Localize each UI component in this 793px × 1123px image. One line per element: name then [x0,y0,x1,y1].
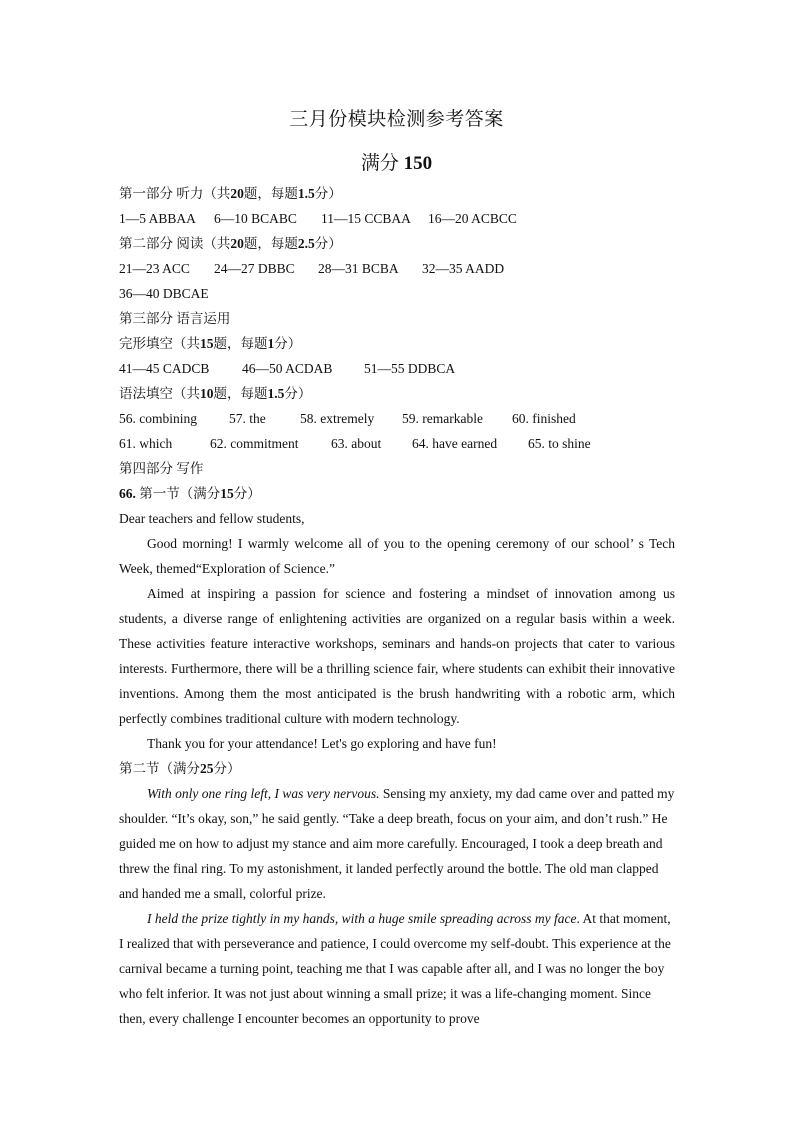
story-body-2: . At that moment, I realized that with perseverance and patience, I could overcome my self-doubt. This experience at the carnival became a turning point, teaching me that I was capable after all, and I was no longer the boy who felt inferior. It was not just about winning a small prize; it was a life-changing moment. Since then, every challenge I encounter becomes an opportunity to prove [119,911,671,1026]
part2-heading [119,231,675,256]
cloze-question-count: 15 [200,336,214,351]
grammar-answer: 62. commitment [210,436,299,451]
part2-heading-text: 第二部分 阅读（共 [119,236,231,251]
answer-group: 21—23 ACC [119,261,190,276]
part2-heading-mid: 题，每题 [243,236,298,251]
letter-paragraph-3: Thank you for your attendance! Let's go exploring and have fun! [147,736,497,751]
part4-heading: 第四部分 写作 [119,461,204,476]
section1-number: 66. [119,486,136,501]
page-title: 三月份模块检测参考答案 [289,109,504,130]
answer-group: 16—20 ACBCC [428,211,517,226]
full-marks-heading [0,148,793,175]
section2-heading-end: 分） [213,761,241,776]
answer-group: 32—35 AADD [422,261,505,276]
section1-heading-end: 分） [233,486,261,501]
story-opening-sentence-1: With only one ring left, I was very nervous. [147,786,380,801]
part3-heading: 第三部分 语言运用 [119,311,231,326]
grammar-answer: 61. which [119,436,173,451]
grammar-heading-end: 分） [284,386,312,401]
part1-heading [119,181,675,206]
section1-heading [119,481,675,506]
section2-score: 25 [200,761,214,776]
section1-heading-text: 第一节（满分 [135,486,221,501]
answer-group: 41—45 CADCB [119,361,210,376]
answer-group: 46—50 ACDAB [242,361,333,376]
part1-heading-end: 分） [314,186,342,201]
answer-content [119,181,675,1031]
part1-answers [119,206,675,231]
story-paragraph-2 [119,906,675,1031]
part1-points-each: 1.5 [297,186,315,201]
grammar-answer: 63. about [331,436,382,451]
grammar-question-count: 10 [200,386,214,401]
answer-group: 24—27 DBBC [214,261,295,276]
story-body-1: Sensing my anxiety, my dad came over and patted my shoulder. “It’s okay, son,” he said gently. “Take a deep breath, focus on your aim, and don’t rush.” He guided me on how to adjust my stance and aim more carefully. Encouraged, I took a deep breath and threw the final ring. To my astonishment, it landed perfectly around the bottle. The old man clapped and handed me a small, colorful prize. [119,786,675,901]
story-opening-sentence-2: I held the prize tightly in my hands, with a huge smile spreading across my face [147,911,577,926]
section1-score: 15 [220,486,234,501]
part2-question-count: 20 [230,236,244,251]
answer-group: 6—10 BCABC [214,211,297,226]
answer-group: 51—55 DDBCA [364,361,456,376]
part2-answers [119,256,675,281]
story-paragraph-1 [119,781,675,906]
part2-points-each: 2.5 [297,236,315,251]
cloze-heading-mid: 题，每题 [213,336,268,351]
answer-group: 28—31 BCBA [318,261,399,276]
grammar-answer: 57. the [229,411,266,426]
grammar-points-each: 1.5 [267,386,285,401]
part1-heading-text: 第一部分 听力（共 [119,186,231,201]
grammar-answers-row2 [119,431,675,456]
cloze-points-each: 1 [267,336,275,351]
grammar-answers-row1 [119,406,675,431]
grammar-answer: 58. extremely [300,411,375,426]
grammar-answer: 65. to shine [528,436,591,451]
part2-heading-end: 分） [314,236,342,251]
grammar-heading [119,381,675,406]
full-marks-value: 150 [403,153,433,174]
grammar-heading-text: 语法填空（共 [119,386,200,401]
grammar-answer: 60. finished [512,411,576,426]
section2-heading-text: 第二节（满分 [119,761,200,776]
cloze-heading-text: 完形填空（共 [119,336,200,351]
cloze-answers [119,356,675,381]
grammar-heading-mid: 题，每题 [213,386,268,401]
cloze-heading [119,331,675,356]
answer-group: 1—5 ABBAA [119,211,196,226]
answer-group: 11—15 CCBAA [321,211,411,226]
grammar-answer: 59. remarkable [402,411,483,426]
part2-answers-extra: 36—40 DBCAE [119,286,209,301]
grammar-answer: 56. combining [119,411,197,426]
part1-question-count: 20 [230,186,244,201]
grammar-answer: 64. have earned [412,436,498,451]
part1-heading-mid: 题，每题 [243,186,298,201]
full-marks-label: 满分 [360,153,399,174]
letter-paragraph-1: Good morning! I warmly welcome all of you to the opening ceremony of our school’ s Tech Week, themed“Exploration of Science.” [119,536,675,576]
letter-salutation: Dear teachers and fellow students, [119,511,305,526]
letter-paragraph-2: Aimed at inspiring a passion for science and fostering a mindset of innovation among us students, a diverse range of enlightening activities are organized on a regular basis within a week. These activities feature interactive workshops, seminars and hands-on projects that cater to various interests. Furthermore, there will be a thrilling science fair, where students can exhibit their innovative inventions. Among them the most anticipated is the brush handwriting with a robotic arm, which perfectly combines traditional culture with modern technology. [119,586,675,726]
cloze-heading-end: 分） [274,336,302,351]
section2-heading [119,756,675,781]
